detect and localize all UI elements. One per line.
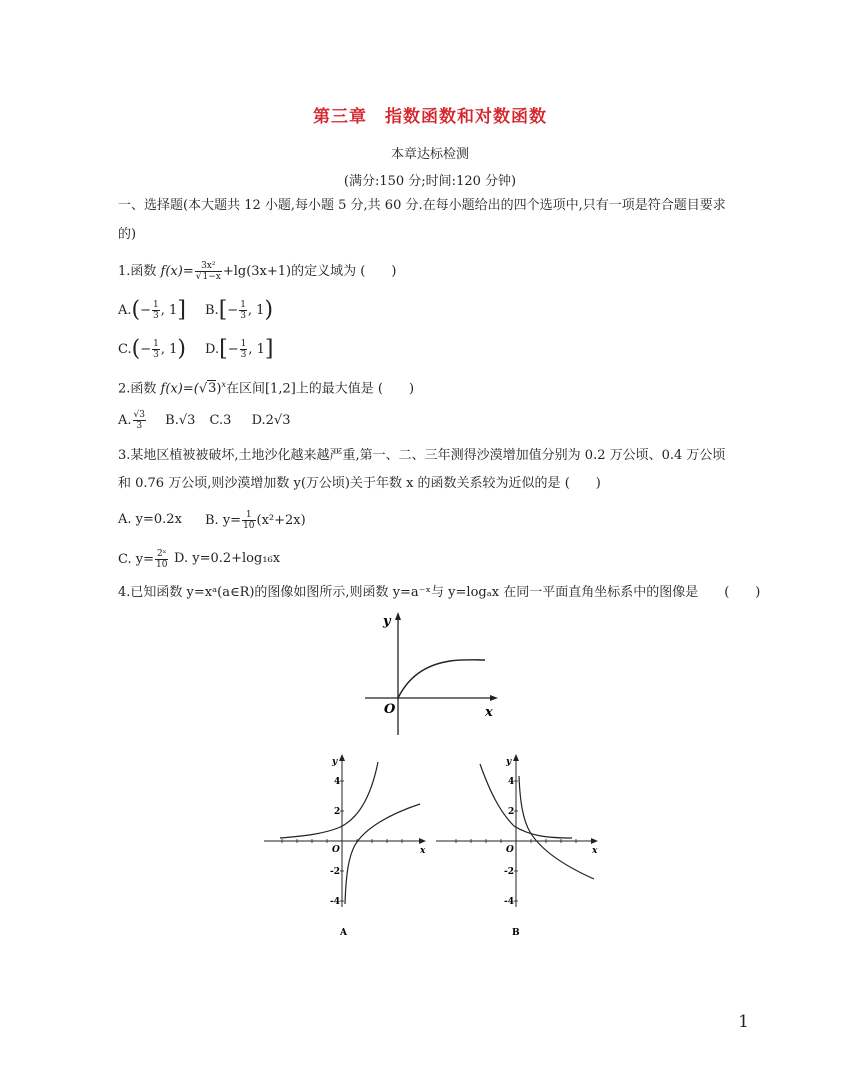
main-curve bbox=[398, 660, 485, 698]
section-instruction-line2: 的) bbox=[118, 227, 137, 242]
graph-a-ytick-2: 2 bbox=[334, 807, 341, 817]
q1-option-c: C.(− $\frac{1}{3}$ , 1) bbox=[118, 336, 186, 362]
graph-b-y-label: y bbox=[506, 757, 512, 767]
main-y-arrow bbox=[395, 612, 401, 620]
question-2: 2.函数 $f(x)=(√3)^x$在区间[1,2]上的最大值是 ( ) bbox=[118, 380, 415, 397]
q3-option-b: B. y= $\frac{1}{10}$ (x²+2x) bbox=[205, 510, 306, 531]
graph-a-exponential-curve bbox=[280, 762, 378, 838]
q1-option-a: A.(− $\frac{1}{3}$ , 1] bbox=[118, 297, 186, 323]
graph-b-ytick-4: 4 bbox=[508, 777, 515, 787]
q3-option-c: C. y= $\frac{\text{2ˣ}}{10}$ bbox=[118, 549, 168, 570]
section-instruction-line1: 一、选择题(本大题共 12 小题,每小题 5 分,共 60 分.在每小题给出的四个选项中,只有一项是符合题目要求 bbox=[118, 198, 726, 213]
graph-b-y-arrow bbox=[513, 754, 519, 761]
graph-b-x-label: x bbox=[592, 846, 598, 856]
q3-option-d: D. y=0.2+log₁₆x bbox=[174, 551, 281, 566]
graph-a-origin: O bbox=[332, 845, 340, 855]
question-4: 4.已知函数 y=xᵃ(a∈R)的图像如图所示,则函数 y=a⁻ˣ与 y=logₐx 在同一平面直角坐标系中的图像是 ( ) bbox=[118, 585, 761, 600]
q1-frac-den: √1−x bbox=[195, 272, 221, 282]
main-x-arrow bbox=[490, 695, 498, 701]
page-number: 1 bbox=[738, 1012, 749, 1032]
graph-b-caption: B bbox=[512, 928, 520, 938]
graph-a-ytick-4: 4 bbox=[334, 777, 341, 787]
q2-option-a: A. bbox=[118, 413, 132, 428]
graph-b-exponential-curve bbox=[480, 764, 572, 838]
graph-a-y-arrow bbox=[339, 754, 345, 761]
q2-option-c: C.3 bbox=[209, 413, 232, 428]
graph-a-ytick-neg2: -2 bbox=[330, 867, 340, 877]
q2-option-b: B.√3 bbox=[165, 413, 196, 428]
graph-b-ytick-neg2: -2 bbox=[504, 867, 514, 877]
question-3-line1: 3.某地区植被被破坏,土地沙化越来越严重,第一、二、三年测得沙漠增加值分别为 0.2 万公顷、0.4 万公顷 bbox=[118, 448, 726, 463]
graph-a bbox=[260, 752, 430, 942]
q1-tail: +lg(3x+1)的定义域为 ( ) bbox=[222, 264, 397, 279]
page-subtitle: 本章达标检测 bbox=[390, 147, 469, 162]
question-3-line2: 和 0.76 万公顷,则沙漠增加数 y(万公顷)关于年数 x 的函数关系较为近似的是 ( ) bbox=[118, 476, 601, 491]
graph-b-log-curve bbox=[519, 776, 594, 879]
q1-number: 1.函数 bbox=[118, 264, 161, 279]
graph-a-x-arrow bbox=[419, 838, 426, 844]
main-y-label: y bbox=[383, 614, 391, 629]
q1-func: f(x)= bbox=[160, 264, 194, 279]
q3-option-a: A. y=0.2x bbox=[118, 512, 182, 527]
graph-b-ytick-neg4: -4 bbox=[504, 897, 514, 907]
main-x-label: x bbox=[485, 705, 493, 720]
graph-a-x-label: x bbox=[420, 846, 426, 856]
graph-b-ytick-2: 2 bbox=[508, 807, 515, 817]
page-title: 第三章 指数函数和对数函数 bbox=[313, 107, 547, 127]
q2-options: A. $\frac{√3}{3}$ B.√3 C.3 D.2√3 bbox=[118, 410, 291, 431]
main-graph bbox=[360, 610, 510, 740]
graph-a-ytick-neg4: -4 bbox=[330, 897, 340, 907]
graph-a-caption: A bbox=[340, 928, 347, 938]
graph-a-y-label: y bbox=[332, 757, 338, 767]
question-1 bbox=[118, 261, 396, 282]
graph-b bbox=[432, 752, 602, 942]
score-info: (满分:150 分;时间:120 分钟) bbox=[343, 174, 517, 189]
q1-fraction bbox=[195, 261, 222, 282]
graph-b-origin: O bbox=[506, 845, 514, 855]
q1-option-b: B.[− $\frac{1}{3}$ , 1) bbox=[205, 297, 274, 323]
q2-option-d: D.2√3 bbox=[251, 413, 291, 428]
main-origin: O bbox=[384, 702, 396, 717]
graph-b-x-arrow bbox=[591, 838, 598, 844]
q1-frac-num: 3x² bbox=[195, 261, 222, 272]
graph-a-log-curve bbox=[345, 804, 420, 904]
q1-option-d: D.[− $\frac{1}{3}$ , 1] bbox=[205, 336, 274, 362]
